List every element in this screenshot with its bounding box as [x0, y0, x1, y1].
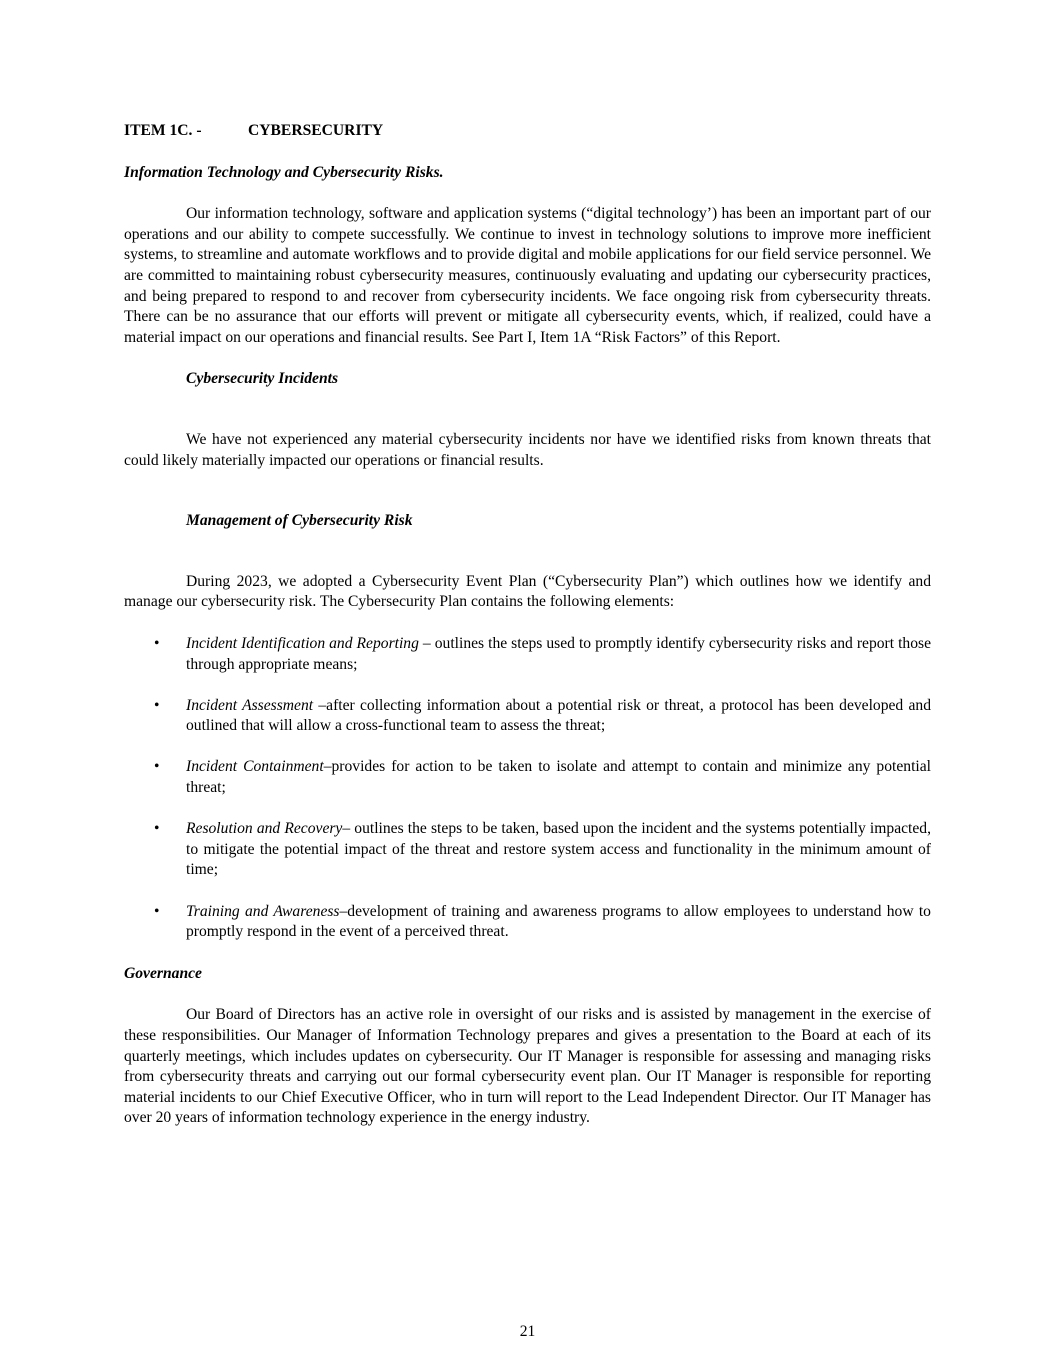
element-term: Resolution and Recovery	[186, 820, 343, 838]
bullet: •	[154, 902, 160, 920]
page-number: 21	[519, 1323, 536, 1340]
list-item	[124, 819, 931, 881]
bullet: •	[154, 758, 160, 776]
plan-elements-list	[124, 634, 931, 943]
item-title: CYBERSECURITY	[248, 122, 384, 139]
it-risks-title: Information Technology and Cybersecurity Risks.	[124, 163, 444, 181]
incidents-paragraph: We have not experienced any material cybersecurity incidents nor have we identified risks from known threats that could likely materially impacted our operations or financial results.	[124, 430, 931, 469]
bullet: •	[154, 696, 160, 714]
element-text: – outlines the steps used to promptly identify cybersecurity risks and report those through appropriate means;	[186, 634, 931, 673]
management-title: Management of Cybersecurity Risk	[186, 512, 413, 530]
element-text: – outlines the steps to be taken, based upon the incident and the systems potentially impacted, to mitigate the potential impact of the threat and restore system access and functionality in the minimum amount of time;	[186, 820, 931, 879]
list-item	[124, 634, 931, 675]
governance-title: Governance	[124, 964, 202, 982]
item-heading	[124, 121, 931, 142]
it-risks-paragraph: Our information technology, software and application systems (“digital technology’) has been an important part of our operations and our ability to compete successfully. We continue to invest in technology solutions to improve more inefficient systems, to streamline and automate workflows and to provide digital and mobile applications for our field service personnel. We are committed to maintaining robust cybersecurity measures, continuously evaluating and updating our cybersecurity practices, and being prepared to respond to and recover from cybersecurity incidents. We face ongoing risk from cybersecurity threats. There can be no assurance that our efforts will prevent or mitigate all cybersecurity events, which, if realized, could have a material impact on our operations and financial results. See Part I, Item 1A “Risk Factors” of this Report.	[124, 205, 931, 346]
management-paragraph: During 2023, we adopted a Cybersecurity Event Plan (“Cybersecurity Plan”) which outlines how we identify and manage our cybersecurity risk. The Cybersecurity Plan contains the following elements:	[124, 572, 931, 611]
incidents-title: Cybersecurity Incidents	[186, 370, 339, 388]
element-term: Incident Containment	[186, 758, 324, 776]
element-term: Training and Awareness	[186, 902, 340, 920]
element-term: Incident Identification and Reporting	[186, 634, 419, 652]
element-term: Incident Assessment	[186, 696, 314, 714]
list-item	[124, 757, 931, 798]
bullet: •	[154, 634, 160, 652]
bullet: •	[154, 820, 160, 838]
item-number: ITEM 1C. -	[124, 122, 202, 139]
element-text: –provides for action to be taken to isolate and attempt to contain and minimize any potential threat;	[186, 758, 931, 797]
page-content	[124, 121, 931, 1129]
governance-paragraph: Our Board of Directors has an active role in oversight of our risks and is assisted by management in the exercise of these responsibilities. Our Manager of Information Technology prepares and gives a presentation to the Board at each of its quarterly meetings, which includes updates on cybersecurity. Our IT Manager is responsible for assessing and managing risks from cybersecurity threats and carrying out our formal cybersecurity event plan. Our IT Manager is responsible for reporting material incidents to our Chief Executive Officer, who in turn will report to the Lead Independent Director. Our IT Manager has over 20 years of information technology experience in the energy industry.	[124, 1006, 931, 1127]
list-item	[124, 902, 931, 943]
element-text: –after collecting information about a potential risk or threat, a protocol has been developed and outlined that will allow a cross-functional team to assess the threat;	[186, 696, 931, 735]
element-text: –development of training and awareness programs to allow employees to understand how to promptly respond in the event of a perceived threat.	[186, 902, 931, 941]
list-item	[124, 696, 931, 737]
